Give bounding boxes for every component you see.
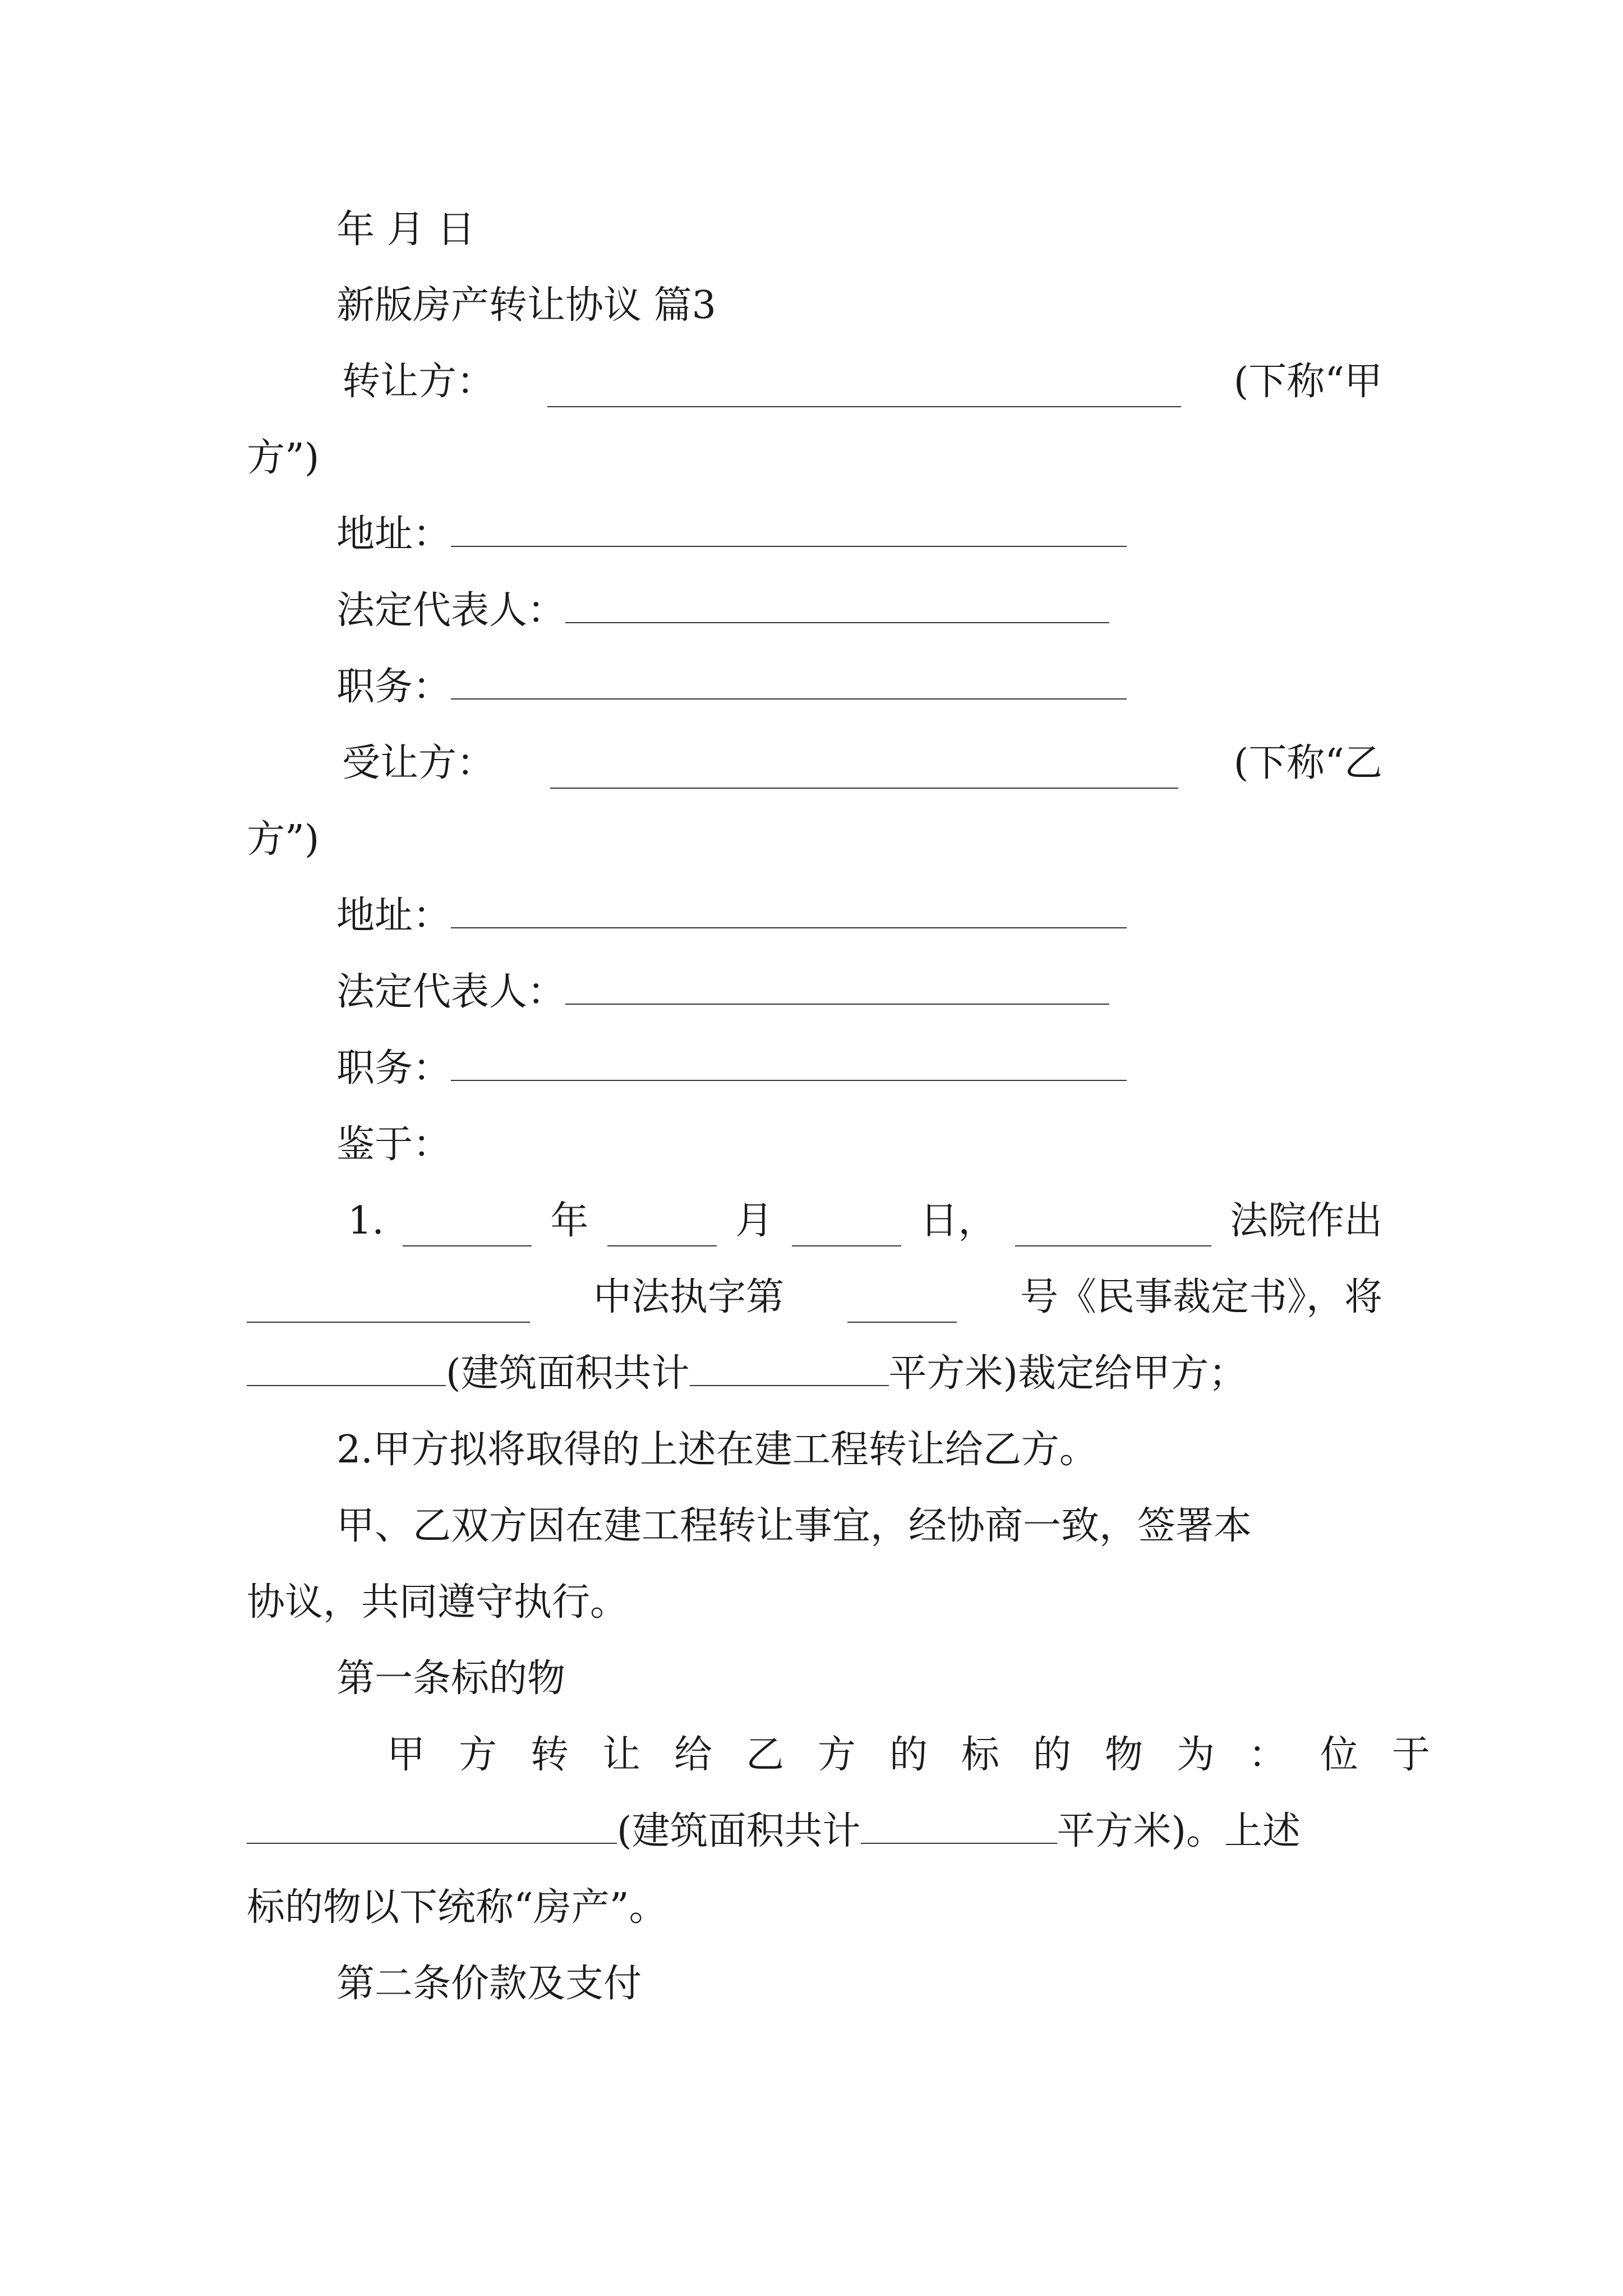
item1-day-blank	[792, 1209, 901, 1246]
whereas-item2: 2.甲方拟将取得的上述在建工程转让给乙方。	[336, 1428, 1098, 1472]
transferor-address-label: 地址：	[336, 512, 451, 556]
article1-line1: 甲方转让给乙方的标的物为：位于	[387, 1733, 1464, 1777]
transferor-label: 转让方：	[342, 360, 495, 404]
whereas-item1-line1	[348, 1196, 1382, 1246]
transferee-wrap: 方”)	[247, 817, 320, 862]
article1-area-prefix: (建筑面积共计	[617, 1809, 861, 1853]
item1-case-prefix-blank	[247, 1286, 530, 1323]
agreement-line1: 甲、乙双方因在建工程转让事宜，经协商一致，签署本	[336, 1504, 1252, 1548]
item1-number: 1.	[348, 1199, 384, 1243]
item1-court-blank	[1015, 1209, 1211, 1246]
transferor-name-blank	[547, 370, 1181, 407]
whereas-item1-line2	[247, 1272, 1382, 1323]
item1-case-suffix: 号《民事裁定书》，将	[1020, 1275, 1382, 1319]
article1-area-suffix: 平方米)。上述	[1057, 1809, 1301, 1853]
transferor-post-label: 职务：	[336, 665, 451, 709]
item1-area-suffix: 平方米)裁定给甲方；	[888, 1351, 1247, 1396]
transferor-post-blank	[451, 662, 1127, 700]
transferee-post-label: 职务：	[336, 1046, 451, 1091]
transferor-rep-blank	[565, 586, 1109, 623]
transferor-address-line	[336, 509, 1127, 560]
transferee-address-label: 地址：	[336, 894, 451, 938]
section-title: 新版房产转让协议 篇3	[336, 283, 716, 328]
transferee-address-line	[336, 891, 1127, 941]
item1-case-prefix: 中法执字第	[593, 1275, 784, 1319]
item1-area-blank	[690, 1349, 889, 1386]
transferor-address-blank	[451, 510, 1127, 547]
item1-month-blank	[607, 1209, 717, 1246]
agreement-line2: 协议，共同遵守执行。	[247, 1580, 629, 1625]
transferee-line	[342, 738, 1382, 789]
transferee-rep-line	[336, 967, 1109, 1018]
article1-location-blank	[247, 1807, 617, 1844]
transferor-line	[342, 357, 1382, 407]
whereas-item1-line3	[247, 1349, 1247, 1399]
article1-line2	[247, 1806, 1301, 1857]
transferee-rep-blank	[565, 968, 1109, 1005]
transferee-name-blank	[550, 752, 1178, 789]
whereas-title: 鉴于：	[336, 1122, 451, 1167]
transferor-rep-line	[336, 586, 1109, 636]
transferee-post-blank	[451, 1044, 1127, 1081]
item1-year-blank	[403, 1209, 532, 1246]
transferor-rep-label: 法定代表人：	[336, 588, 566, 633]
date-line: 年 月 日	[336, 208, 476, 252]
item1-area-prefix: (建筑面积共计	[446, 1351, 690, 1396]
transferee-suffix: (下称“乙	[1233, 741, 1382, 785]
article1-line3: 标的物以下统称“房产”。	[247, 1885, 667, 1930]
transferee-label: 受让方：	[342, 741, 495, 785]
transferor-post-line	[336, 662, 1127, 712]
transferee-post-line	[336, 1043, 1127, 1094]
item1-property-blank	[247, 1349, 446, 1386]
item1-month-label: 月	[735, 1199, 773, 1243]
transferee-rep-label: 法定代表人：	[336, 970, 566, 1014]
article1-title: 第一条标的物	[336, 1657, 566, 1701]
article1-area-blank	[861, 1807, 1057, 1844]
item1-day-label: 日，	[920, 1199, 997, 1243]
item1-court-label: 法院作出	[1229, 1199, 1382, 1243]
transferor-wrap: 方”)	[247, 436, 320, 480]
article2-title: 第二条价款及支付	[336, 1962, 642, 2006]
item1-case-number-blank	[847, 1286, 957, 1323]
item1-year-label: 年	[550, 1199, 589, 1243]
transferee-address-blank	[451, 891, 1127, 928]
transferor-suffix: (下称“甲	[1233, 360, 1382, 404]
